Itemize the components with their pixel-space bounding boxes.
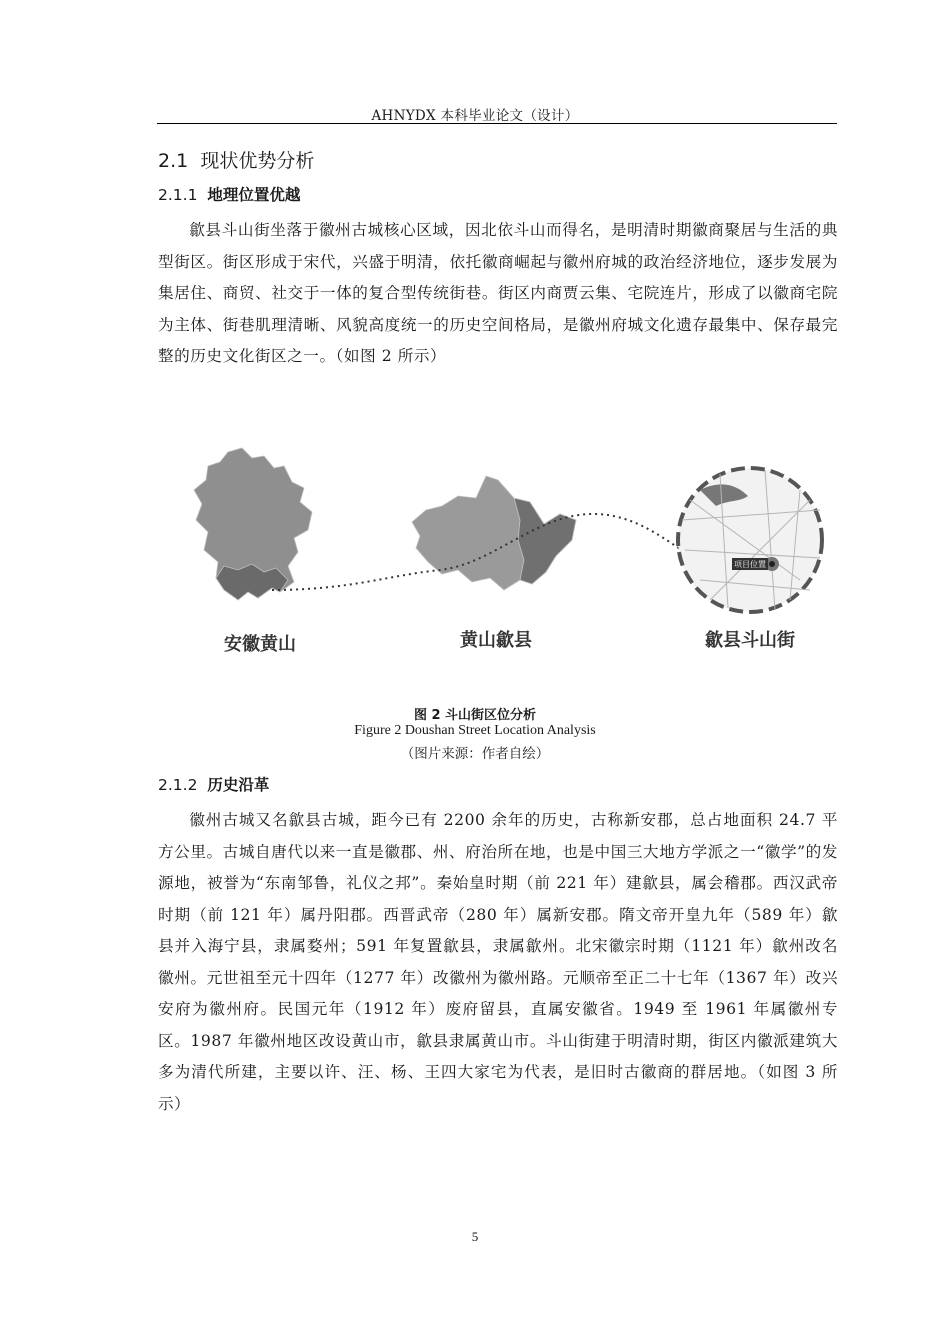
paragraph-history: 徽州古城又名歙县古城，距今已有 2200 余年的历史，古称新安郡，总占地面积 24.7 平方公里。古城自唐代以来一直是徽郡、州、府治所在地，也是中国三大地方学派之一“徽学”的发源地，被誉为“东南邹鲁，礼仪之邦”。秦始皇时期（前 221 年）建歙县，属会稽郡。西汉武帝时期（前 121 年）属丹阳郡。西晋武帝（280 年）属新安郡。隋文帝开皇九年（589 年）歙县并入海宁县，隶属婺州；591 年复置歙县，隶属歙州。北宋徽宗时期（1121 年）歙州改名徽州。元世祖至元十四年（1277 年）改徽州为徽州路。元顺帝至正二十七年（1367 年）改兴安府为徽州府。民国元年（1912 年）废府留县，直属安徽省。1949 至 1961 年属徽州专区。1987 年徽州地区改设黄山市，歙县隶属黄山市。斗山街建于明清时期，街区内徽派建筑大多为清代所建，主要以许、汪、杨、王四大家宅为代表，是旧时古徽商的群居地。（如图 3 所示） bbox=[158, 811, 838, 1113]
header-rule bbox=[157, 123, 837, 124]
project-location-marker: 项目位置 bbox=[734, 560, 766, 569]
label-doushan-street: 歙县斗山街 bbox=[705, 630, 795, 651]
subsection-title: 地理位置优越 bbox=[207, 186, 301, 204]
label-anhui-huangshan: 安徽黄山 bbox=[224, 634, 296, 655]
subsection-title: 历史沿革 bbox=[207, 776, 270, 794]
subsection-number: 2.1.2 bbox=[158, 776, 198, 794]
section-title: 现状优势分析 bbox=[200, 150, 315, 172]
figure-source: （图片来源：作者自绘） bbox=[400, 746, 550, 762]
page-number: 5 bbox=[471, 1229, 479, 1244]
section-heading bbox=[158, 146, 314, 173]
anhui-map bbox=[194, 448, 312, 600]
huangshan-map bbox=[412, 476, 576, 590]
label-huangshan-shexian: 黄山歙县 bbox=[460, 630, 532, 651]
running-header: AHNYDX 本科毕业论文（设计） bbox=[371, 108, 579, 124]
subsection-heading-1 bbox=[158, 183, 300, 205]
paragraph-location: 歙县斗山街坐落于徽州古城核心区域，因北依斗山而得名，是明清时期徽商聚居与生活的典型街区。街区形成于宋代，兴盛于明清，依托徽商崛起与徽州府城的政治经济地位，逐步发展为集居住、商贸、社交于一体的复合型传统街巷。街区内商贾云集、宅院连片，形成了以徽商宅院为主体、街巷肌理清晰、风貌高度统一的历史空间格局，是徽州府城文化遗存最集中、保存最完整的历史文化街区之一。（如图 2 所示） bbox=[158, 221, 838, 365]
figure-caption-cn: 图 2 斗山街区位分析 bbox=[413, 708, 537, 723]
doushan-street-map bbox=[678, 468, 822, 612]
location-figure bbox=[180, 440, 840, 670]
subsection-heading-2 bbox=[158, 773, 269, 795]
section-number: 2.1 bbox=[158, 150, 189, 172]
subsection-number: 2.1.1 bbox=[158, 186, 198, 204]
figure-caption-en: Figure 2 Doushan Street Location Analysis bbox=[354, 723, 596, 738]
